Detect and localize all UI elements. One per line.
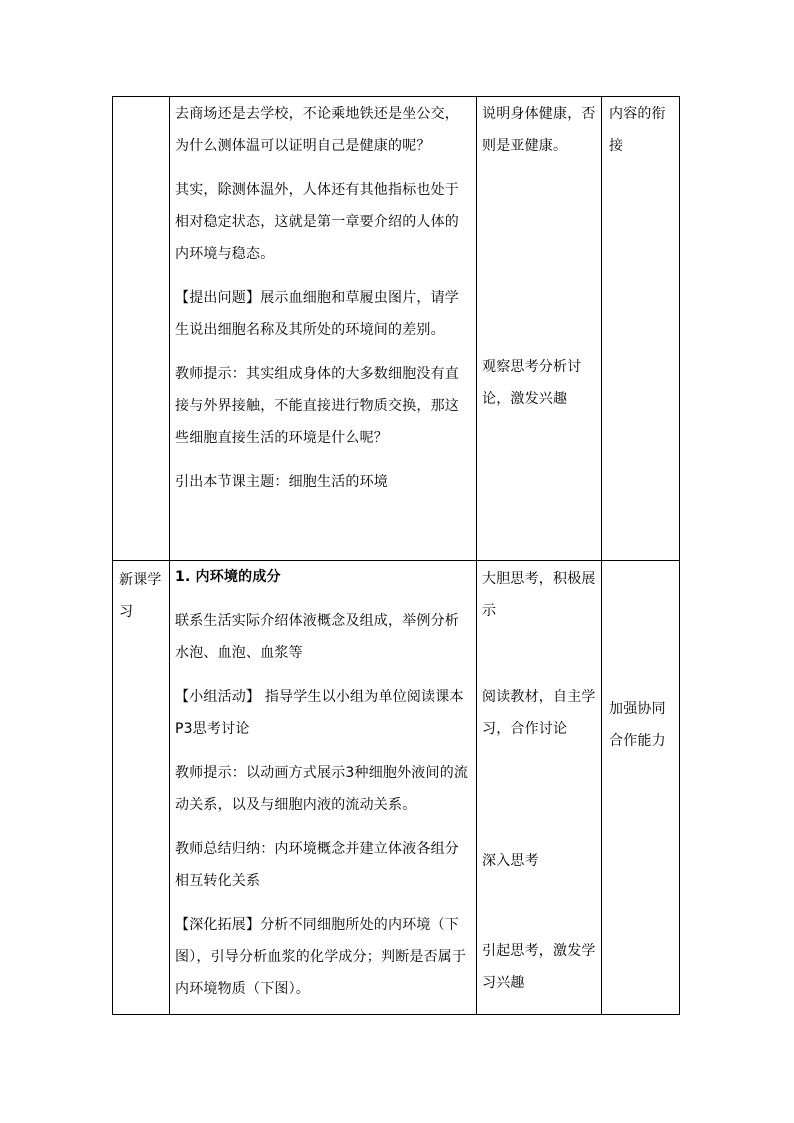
column-divider [476, 97, 477, 1014]
column-divider [601, 97, 602, 1014]
row1-student-activity-item: 观察思考分析讨论，激发兴趣 [482, 359, 582, 407]
row2-intent-cell: 加强协同合作能力 [609, 701, 666, 749]
row2-section-heading: 1. 内环境的成分 [175, 569, 281, 585]
row2-student-activity-item: 深入思考 [482, 853, 539, 869]
row2-paragraph: 联系生活实际介绍体液概念及组成，举例分析水泡、血泡、血浆等 [175, 613, 459, 661]
row2-stage-label: 新课学习 [119, 572, 162, 620]
row2-paragraph: 教师总结归纳：内环境概念并建立体液各组分相互转化关系 [175, 841, 459, 889]
row2-stage-cell [119, 564, 165, 628]
row1-paragraph: 去商场还是去学校，不论乘地铁还是坐公交，为什么测体温可以证明自己是健康的呢？ [175, 106, 459, 154]
row1-paragraph: 引出本节课主题：细胞生活的环境 [175, 474, 388, 490]
column-divider [169, 97, 170, 1014]
row2-paragraph: 教师提示：以动画方式展示3种细胞外液间的流动关系，以及与细胞内液的流动关系。 [175, 765, 469, 813]
row2-paragraph: 【深化拓展】分析不同细胞所处的内环境（下图），引导分析血浆的化学成分；判断是否属于内环境物质（下图）。 [175, 917, 467, 997]
row1-student-activity-item: 说明身体健康，否则是亚健康。 [482, 106, 596, 154]
row2-student-activity-item: 引起思考，激发学习兴趣 [482, 943, 596, 991]
row1-paragraph: 【提出问题】展示血细胞和草履虫图片，请学生说出细胞名称及其所处的环境间的差别。 [175, 290, 459, 338]
row2-paragraph: 【小组活动】 指导学生以小组为单位阅读课本P3思考讨论 [175, 689, 464, 737]
row2-teacher-activity-cell [175, 561, 471, 1017]
row2-student-activity-item: 阅读教材，自主学习，合作讨论 [482, 689, 596, 737]
row1-teacher-activity-cell [175, 98, 471, 510]
row1-paragraph: 教师提示：其实组成身体的大多数细胞没有直接与外界接触，不能直接进行物质交换，那这些细胞直接生活的环境是什么呢？ [175, 366, 459, 446]
row1-intent-cell: 内容的衔接 [609, 106, 666, 154]
row1-paragraph: 其实，除测体温外，人体还有其他指标也处于相对稳定状态，这就是第一章要介绍的人体的内环境与稳态。 [175, 182, 459, 262]
lesson-plan-table [112, 96, 680, 1015]
row2-student-activity-item: 大胆思考，积极展示 [482, 571, 596, 619]
